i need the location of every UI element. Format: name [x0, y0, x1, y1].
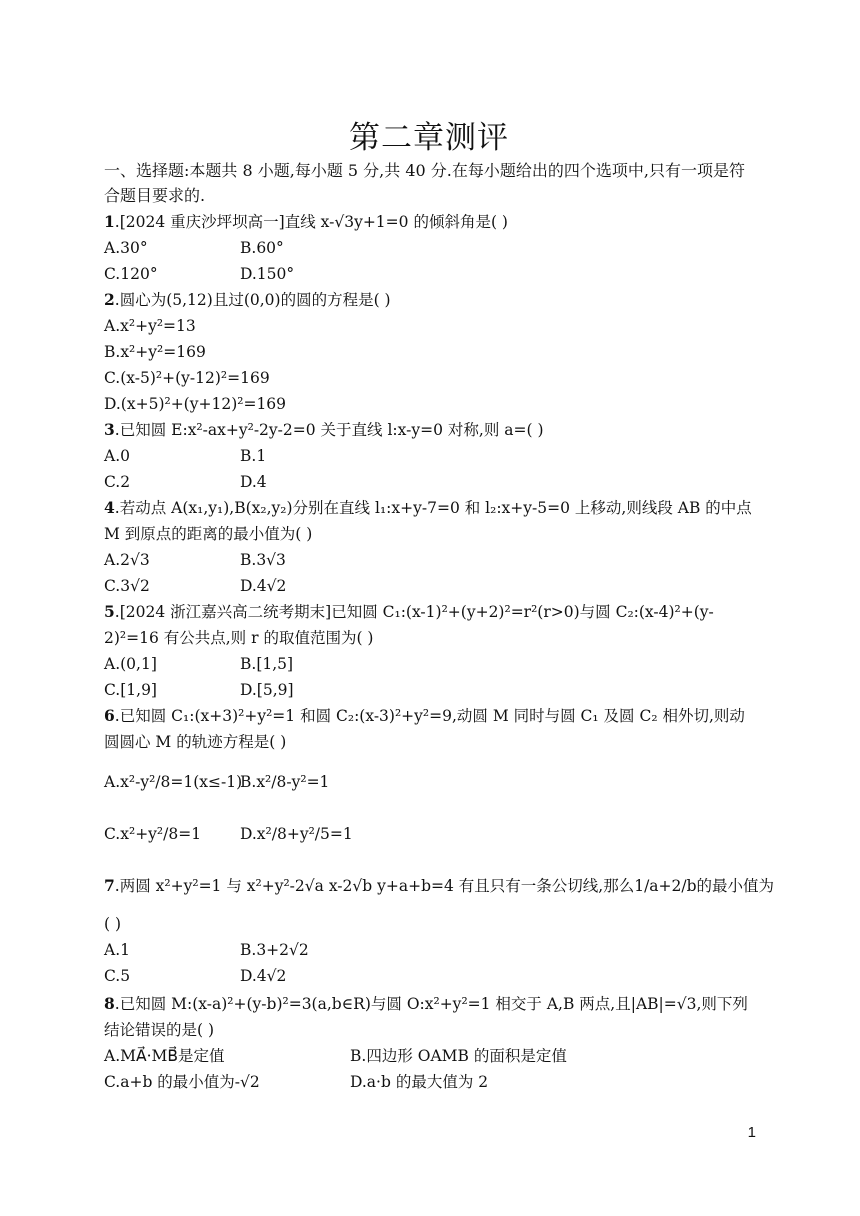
option-a: A.0 — [104, 447, 130, 465]
question-stem: .[2024 浙江嘉兴高二统考期末]已知圆 C₁:(x-1)²+(y+2)²=r²(r>0)与圆 C₂:(x-4)²+(y- — [114, 603, 714, 621]
option-c: C.5 — [104, 967, 131, 985]
question-8 — [104, 992, 754, 1016]
question-4 — [104, 496, 754, 520]
option-c: C.a+b 的最小值为-√2 — [104, 1073, 260, 1091]
option-a: A.2√3 — [104, 551, 150, 569]
question-3 — [104, 418, 754, 442]
option-a: A.x²+y²=13 — [104, 317, 196, 335]
question-stem: .两圆 x²+y²=1 与 x²+y²-2√a x-2√b y+a+b=4 有且只有一条公切线,那么1/a+2/b的最小值为 — [114, 877, 775, 895]
option-b: B.[1,5] — [240, 655, 294, 673]
option-d: D.4√2 — [240, 967, 287, 985]
question-stem-continued: 结论错误的是( ) — [104, 1021, 215, 1039]
option-d: D.4 — [240, 473, 267, 491]
question-stem: .已知圆 M:(x-a)²+(y-b)²=3(a,b∈R)与圆 O:x²+y²=1 相交于 A,B 两点,且|AB|=√3,则下列 — [114, 995, 748, 1013]
question-stem-continued: ( ) — [104, 915, 122, 933]
option-c: C.(x-5)²+(y-12)²=169 — [104, 369, 270, 387]
question-number: 7 — [104, 876, 115, 895]
option-d: D.[5,9] — [240, 681, 294, 699]
question-stem: .已知圆 E:x²-ax+y²-2y-2=0 关于直线 l:x-y=0 对称,则 a=( ) — [114, 421, 544, 439]
option-b: B.x²/8-y²=1 — [240, 773, 330, 791]
option-b: B.60° — [240, 239, 284, 257]
page-title: 第二章测评 — [349, 120, 509, 156]
question-5 — [104, 600, 754, 624]
page-number: 1 — [747, 1124, 756, 1141]
option-a: A.x²-y²/8=1(x≤-1) — [104, 773, 243, 791]
question-stem-continued: 2)²=16 有公共点,则 r 的取值范围为( ) — [104, 629, 374, 647]
option-d: D.150° — [240, 265, 295, 283]
option-c: C.120° — [104, 265, 158, 283]
option-d: D.x²/8+y²/5=1 — [240, 825, 353, 843]
question-stem: .[2024 重庆沙坪坝高一]直线 x-√3y+1=0 的倾斜角是( ) — [114, 213, 508, 231]
option-c: C.[1,9] — [104, 681, 157, 699]
question-1 — [104, 210, 754, 234]
option-d: D.(x+5)²+(y+12)²=169 — [104, 395, 287, 413]
question-7 — [104, 874, 775, 898]
question-2 — [104, 288, 754, 312]
question-number: 1 — [104, 212, 115, 231]
option-c: C.x²+y²/8=1 — [104, 825, 202, 843]
option-b: B.3√3 — [240, 551, 286, 569]
option-c: C.2 — [104, 473, 131, 491]
option-b: B.x²+y²=169 — [104, 343, 206, 361]
question-6 — [104, 704, 754, 728]
option-a: A.MA⃗·MB⃗是定值 — [104, 1047, 225, 1065]
question-number: 2 — [104, 290, 115, 309]
question-number: 5 — [104, 602, 115, 621]
option-b: B.四边形 OAMB 的面积是定值 — [350, 1047, 567, 1065]
option-a: A.1 — [104, 941, 130, 959]
question-stem: .若动点 A(x₁,y₁),B(x₂,y₂)分别在直线 l₁:x+y-7=0 和 l₂:x+y-5=0 上移动,则线段 AB 的中点 — [114, 499, 752, 517]
option-b: B.3+2√2 — [240, 941, 309, 959]
option-d: D.a·b 的最大值为 2 — [350, 1073, 489, 1091]
option-c: C.3√2 — [104, 577, 150, 595]
question-number: 3 — [104, 420, 115, 439]
question-stem-continued: M 到原点的距离的最小值为( ) — [104, 525, 313, 543]
question-number: 4 — [104, 498, 115, 517]
question-stem-continued: 圆圆心 M 的轨迹方程是( ) — [104, 733, 287, 751]
option-a: A.(0,1] — [104, 655, 157, 673]
question-number: 8 — [104, 994, 115, 1013]
option-b: B.1 — [240, 447, 267, 465]
question-number: 6 — [104, 706, 115, 725]
section-heading: 一、选择题:本题共 8 小题,每小题 5 分,共 40 分.在每小题给出的四个选项中,只有一项是符合题目要求的. — [104, 161, 745, 205]
question-stem: .已知圆 C₁:(x+3)²+y²=1 和圆 C₂:(x-3)²+y²=9,动圆 M 同时与圆 C₁ 及圆 C₂ 相外切,则动 — [114, 707, 745, 725]
option-d: D.4√2 — [240, 577, 287, 595]
question-stem: .圆心为(5,12)且过(0,0)的圆的方程是( ) — [114, 291, 391, 309]
option-a: A.30° — [104, 239, 148, 257]
